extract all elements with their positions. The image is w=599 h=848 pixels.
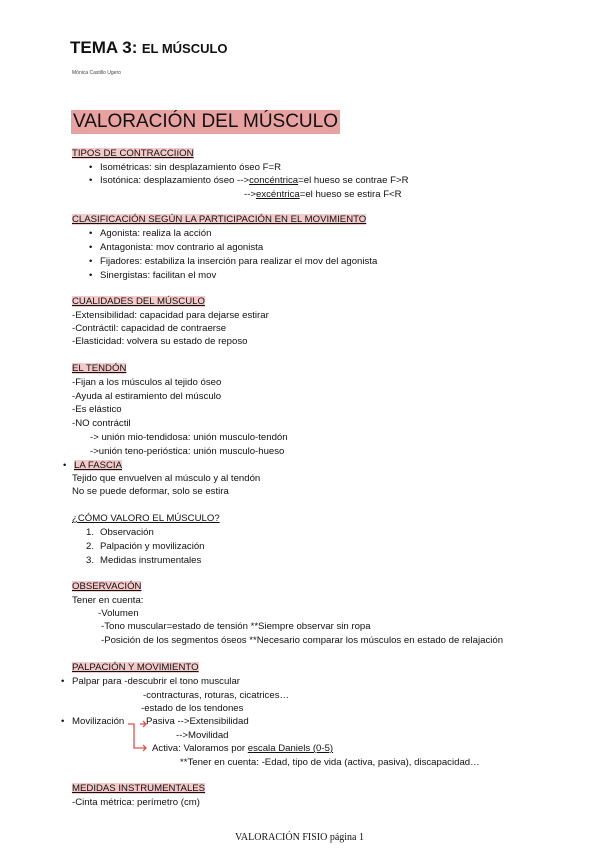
observacion-line: -Posición de los segmentos óseos **Necesario comparar los músculos en estado de relajación: [101, 635, 504, 646]
page-footer: VALORACIÓN FISIO página 1: [235, 832, 364, 843]
cualidades-item: -Extensibilidad: capacidad para dejarse estirar: [72, 310, 269, 321]
movilidad-line: -->Movilidad: [176, 730, 229, 741]
title-sub: EL MÚSCULO: [141, 41, 228, 56]
tendon-item: -Fijan a los músculos al tejido óseo: [72, 377, 222, 388]
tipos-isometricas: • Isométricas: sin desplazamiento óseo F=R: [100, 162, 281, 173]
palpacion-heading: PALPACIÓN Y MOVIMIENTO: [72, 662, 199, 673]
tipos-excentrica: -->excéntrica=el hueso se estira F<R: [244, 189, 402, 200]
medidas-heading: MEDIDAS INSTRUMENTALES: [72, 783, 206, 794]
cualidades-heading: CUALIDADES DEL MÚSCULO: [72, 296, 205, 307]
medidas-line: -Cinta métrica: perímetro (cm): [72, 797, 200, 808]
palpacion-line: • Palpar para -descubrir el tono muscular: [72, 676, 240, 687]
clasificacion-heading: CLASIFICACIÓN SEGÚN LA PARTICIPACIÓN EN EL MOVIMIENTO: [72, 214, 367, 225]
clasificacion-item: • Fijadores: estabiliza la inserción para realizar el mov del agonista: [100, 256, 377, 267]
observacion-heading: OBSERVACIÓN: [72, 581, 142, 592]
palpacion-line: -contracturas, roturas, cicatrices…: [143, 690, 290, 701]
fascia-heading: • LA FASCIA: [74, 460, 122, 471]
activa-line: Activa: Valoramos por escala Daniels (0-5): [152, 743, 334, 754]
tendon-sub: ->unión teno-perióstica: unión musculo-hueso: [90, 446, 285, 457]
main-heading: VALORACIÓN DEL MÚSCULO: [73, 111, 338, 132]
fascia-line: No se puede deformar, solo se estira: [72, 486, 229, 497]
palpacion-line: -estado de los tendones: [141, 703, 244, 714]
cualidades-item: -Contráctil: capacidad de contraerse: [72, 323, 227, 334]
pasiva-line: Pasiva -->Extensibilidad: [146, 716, 249, 727]
tipos-heading: TIPOS DE CONTRACCIíON: [72, 148, 194, 159]
observacion-line: -Volumen: [98, 608, 139, 619]
tendon-item: -Es elástico: [72, 404, 122, 415]
como-item: Palpación y movilización: [100, 541, 205, 552]
como-item: Observación: [100, 527, 154, 538]
fascia-line: Tejido que envuelven al músculo y al tendón: [72, 473, 261, 484]
como-number: 1.: [86, 527, 95, 538]
tendon-heading: EL TENDÓN: [72, 363, 127, 374]
clasificacion-item: • Agonista: realiza la acción: [100, 228, 211, 239]
observacion-line: -Tono muscular=estado de tensión **Siempre observar sin ropa: [101, 621, 371, 632]
page-header: [70, 38, 228, 58]
tendon-sub: -> unión mio-tendidosa: unión musculo-tendón: [90, 432, 288, 443]
title-main: TEMA 3:: [70, 38, 138, 57]
red-arrow-connector: [126, 718, 148, 752]
tendon-item: -Ayuda al estiramiento del músculo: [72, 391, 222, 402]
como-number: 3.: [86, 555, 95, 566]
tendon-item: -NO contráctil: [72, 418, 131, 429]
cualidades-item: -Elasticidad: volvera su estado de reposo: [72, 336, 248, 347]
como-number: 2.: [86, 541, 95, 552]
clasificacion-item: • Sinergistas: facilitan el mov: [100, 270, 216, 281]
author: Mónica Castillo Ugero: [72, 70, 121, 76]
clasificacion-item: • Antagonista: mov contrario al agonista: [100, 242, 263, 253]
tener-line: **Tener en cuenta: -Edad, tipo de vida (activa, pasiva), discapacidad…: [180, 757, 480, 768]
como-item: Medidas instrumentales: [100, 555, 202, 566]
tipos-isotonica: • Isotónica: desplazamiento óseo -->concéntrica=el hueso se contrae F>R: [100, 175, 409, 186]
movilizacion-label: • Movilización: [72, 716, 124, 727]
como-heading: ¿CÓMO VALORO EL MÚSCULO?: [72, 513, 220, 524]
observacion-intro: Tener en cuenta:: [72, 595, 144, 606]
